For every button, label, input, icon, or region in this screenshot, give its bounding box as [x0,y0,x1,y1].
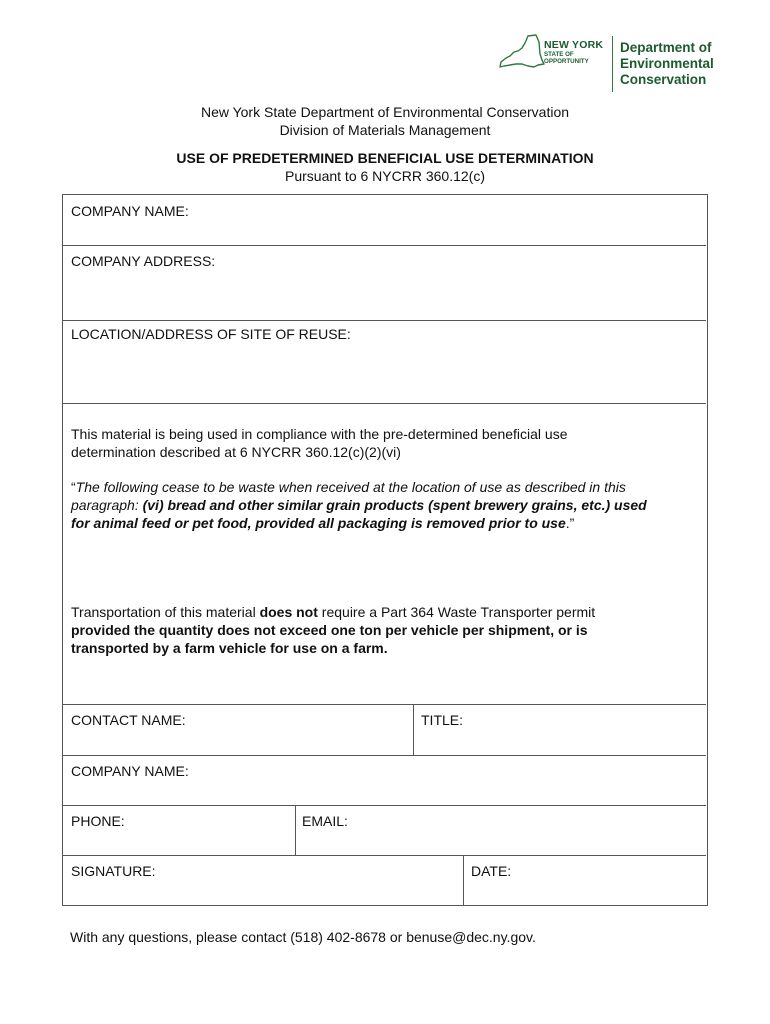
dec-wordmark [620,40,714,88]
site-location-field[interactable] [63,321,706,403]
signature-label: SIGNATURE: [71,863,156,879]
transport-statement [71,603,701,657]
ny-line3: OPPORTUNITY [544,57,589,65]
company-address-field[interactable] [63,246,706,320]
date-field[interactable] [464,856,706,905]
regulation-quote [71,478,701,532]
transport-bold-2: provided the quantity does not exceed one ton per vehicle per shipment, or is [71,622,588,638]
nysdec-logo [498,34,728,96]
divider [63,403,706,404]
company-name-label: COMPANY NAME: [71,203,189,219]
date-label: DATE: [471,863,512,879]
compliance-statement [71,425,701,461]
title-field[interactable] [414,705,706,755]
form-subtitle: Pursuant to 6 NYCRR 360.12(c) [285,168,485,184]
company-name-field[interactable] [63,195,706,245]
title-label: TITLE: [421,712,464,728]
contact-name-field[interactable] [63,705,413,755]
bottom-company-name-field[interactable] [63,756,706,805]
ny-state-outline-icon [498,34,546,74]
dec-line2: Environmental [620,56,714,71]
ny-line1: NEW YORK [544,39,604,51]
transport-text-1: Transportation of this material [71,604,260,620]
contact-info-footer: With any questions, please contact (518) 402-8678 or benuse@dec.ny.gov. [70,929,536,945]
transport-bold-3: transported by a farm vehicle for use on a farm. [71,640,388,656]
ny-line2: STATE OF [544,50,574,58]
quote-open: “ [71,479,76,495]
quote-italic-1: The following cease to be waste when received at the location of use as described in this [75,479,626,495]
transport-text-2: require a Part 364 Waste Transporter permit [317,604,596,620]
quote-close: .” [565,515,575,531]
form-box [62,194,708,906]
compliance-line2: determination described at 6 NYCRR 360.12(c)(2)(vi) [71,444,401,460]
site-location-label: LOCATION/ADDRESS OF SITE OF REUSE: [71,326,351,342]
email-label: EMAIL: [302,813,348,829]
dec-line1: Department of [620,40,712,55]
dec-line3: Conservation [620,72,707,87]
ny-state-of-opportunity-mark [544,40,603,65]
logo-divider [612,36,613,92]
email-field[interactable] [296,806,706,855]
quote-bold-italic-1: (vi) bread and other similar grain products (spent brewery grains, etc.) used [142,497,647,513]
contact-name-label: CONTACT NAME: [71,712,186,728]
quote-italic-2: paragraph: [71,497,143,513]
signature-field[interactable] [63,856,463,905]
company-address-label: COMPANY ADDRESS: [71,253,216,269]
form-title: USE OF PREDETERMINED BENEFICIAL USE DETERMINATION [176,150,594,166]
division-name: Division of Materials Management [279,122,491,138]
compliance-line1: This material is being used in compliance with the pre-determined beneficial use [71,426,568,442]
bottom-company-name-label: COMPANY NAME: [71,763,189,779]
agency-name: New York State Department of Environmental Conservation [200,104,570,120]
quote-bold-italic-2: for animal feed or pet food, provided all packaging is removed prior to use [71,515,566,531]
transport-bold-1: does not [259,604,318,620]
phone-field[interactable] [63,806,295,855]
phone-label: PHONE: [71,813,125,829]
